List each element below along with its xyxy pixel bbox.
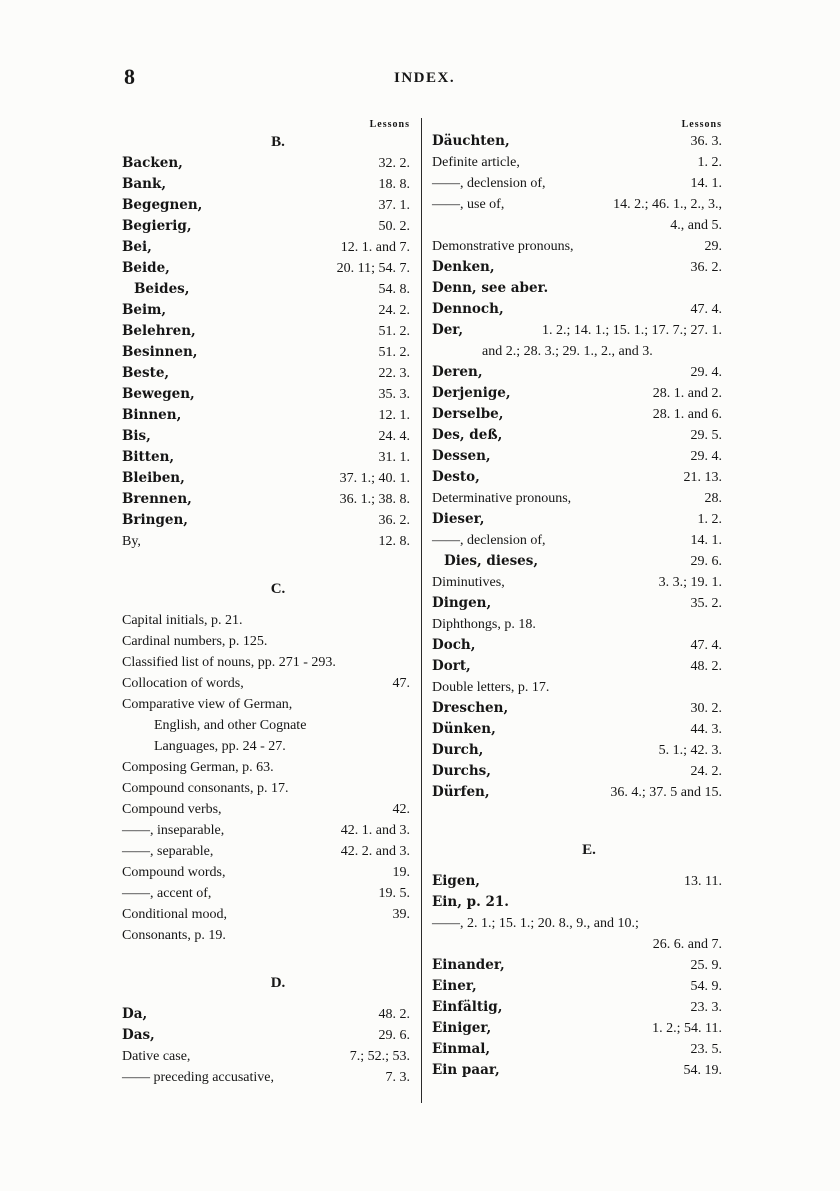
index-entry (122, 489, 410, 510)
lessons-column-label: Lessons (681, 119, 722, 130)
index-term: Cardinal numbers, p. 125. (122, 634, 268, 649)
index-term: Ein paar, (432, 1062, 500, 1078)
lesson-reference: 14. 1. (690, 176, 722, 191)
index-term: Einiger, (432, 1020, 492, 1036)
index-entry (432, 892, 722, 913)
index-entry (122, 610, 410, 631)
lesson-reference: 19. (392, 865, 410, 880)
left-column-entries (122, 131, 410, 1088)
index-entry (122, 1004, 410, 1025)
index-term: Capital initials, p. 21. (122, 613, 243, 628)
index-entry (122, 363, 410, 384)
lesson-reference: 30. 2. (690, 701, 722, 716)
lesson-reference: 39. (392, 907, 410, 922)
index-term: Dative case, (122, 1049, 191, 1064)
index-term: Beste, (122, 365, 170, 381)
index-term: Begierig, (122, 218, 192, 234)
lesson-reference: 1. 2. (697, 512, 722, 527)
index-entry (432, 782, 722, 803)
index-term: Demonstrative pronouns, (432, 239, 574, 254)
lesson-reference: 31. 1. (378, 450, 410, 465)
index-term: Besinnen, (122, 344, 198, 360)
index-entry (432, 341, 722, 362)
index-term: Beim, (122, 302, 167, 318)
lesson-reference: 54. 19. (683, 1063, 722, 1078)
index-term: Denn, see aber. (432, 280, 549, 296)
page-number: 8 (124, 64, 135, 89)
index-entry (432, 1039, 722, 1060)
lesson-reference: 29. 6. (690, 554, 722, 569)
lesson-reference: 23. 3. (690, 1000, 722, 1015)
index-term: Dingen, (432, 595, 492, 611)
lesson-reference: 18. 8. (378, 177, 410, 192)
lesson-reference: 14. 1. (690, 533, 722, 548)
lesson-reference: 48. 2. (378, 1007, 410, 1022)
lesson-reference: 12. 1. and 7. (340, 240, 410, 255)
lesson-reference: 36. 4.; 37. 5 and 15. (610, 785, 722, 800)
lesson-reference: 21. 13. (683, 470, 722, 485)
index-term: English, and other Cognate (154, 718, 307, 733)
index-entry (432, 656, 722, 677)
lessons-column-label: Lessons (369, 119, 410, 130)
lesson-reference: 29. 5. (690, 428, 722, 443)
index-term: and 2.; 28. 3.; 29. 1., 2., and 3. (482, 344, 653, 359)
lesson-reference: 1. 2.; 14. 1.; 15. 1.; 17. 7.; 27. 1. (541, 323, 722, 338)
index-entry (122, 195, 410, 216)
lesson-reference: 26. 6. and 7. (652, 937, 722, 952)
index-entry (432, 934, 722, 955)
index-term: Durch, (432, 742, 484, 758)
index-entry (432, 236, 722, 257)
lesson-reference: 51. 2. (378, 324, 410, 339)
lesson-reference: 36. 1.; 38. 8. (339, 492, 410, 507)
lesson-reference: 23. 5. (690, 1042, 722, 1057)
column-divider (421, 118, 422, 1103)
index-entry (122, 778, 410, 799)
index-term: Compound words, (122, 865, 226, 880)
index-entry (122, 405, 410, 426)
lesson-reference: 37. 1.; 40. 1. (339, 471, 410, 486)
index-entry (432, 593, 722, 614)
index-term: Diminutives, (432, 575, 505, 590)
index-entry (432, 194, 722, 215)
lesson-reference: 37. 1. (378, 198, 410, 213)
index-term: Bringen, (122, 512, 189, 528)
section-letter-heading: D. (270, 975, 286, 991)
index-entry (122, 925, 410, 946)
lesson-reference: 48. 2. (690, 659, 722, 674)
index-term: Bank, (122, 176, 167, 192)
section-letter-heading: E. (582, 842, 596, 858)
index-term: Dünken, (432, 721, 496, 737)
lesson-reference: 12. 1. (378, 408, 410, 423)
index-term: Classified list of nouns, pp. 271 - 293. (122, 655, 336, 670)
lesson-reference: 29. 4. (690, 449, 722, 464)
index-term: Eigen, (432, 873, 480, 889)
index-term: Derselbe, (432, 406, 504, 422)
index-entry (122, 279, 410, 300)
index-term: Definite article, (432, 155, 520, 170)
index-entry (432, 1018, 722, 1039)
section-spacer (122, 994, 410, 1004)
lesson-reference: 44. 3. (690, 722, 722, 737)
lesson-reference: 29. (704, 239, 722, 254)
index-entry (122, 799, 410, 820)
index-entry (122, 237, 410, 258)
left-column (122, 118, 410, 1088)
index-entry (432, 383, 722, 404)
index-entry (432, 488, 722, 509)
index-entry (122, 862, 410, 883)
lesson-reference: 42. 2. and 3. (340, 844, 410, 859)
lesson-reference: 28. 1. and 6. (652, 407, 722, 422)
index-entry (122, 531, 410, 552)
index-entry (122, 820, 410, 841)
index-term: Consonants, p. 19. (122, 928, 226, 943)
index-term: Bitten, (122, 449, 175, 465)
index-entry (432, 425, 722, 446)
index-entry (432, 1060, 722, 1081)
index-term: Der, (432, 322, 464, 338)
index-entry (432, 530, 722, 551)
index-term: Däuchten, (432, 133, 510, 149)
index-entry (122, 216, 410, 237)
index-term: Determinative pronouns, (432, 491, 572, 506)
index-entry (432, 614, 722, 635)
index-entry (432, 404, 722, 425)
lesson-reference: 47. 4. (690, 638, 722, 653)
section-spacer (122, 600, 410, 610)
lesson-reference: 1. 2. (697, 155, 722, 170)
index-entry (432, 278, 722, 299)
index-term: Compound consonants, p. 17. (122, 781, 289, 796)
index-entry (432, 955, 722, 976)
right-column-entries (432, 131, 722, 1081)
index-term: Des, deß, (432, 427, 503, 443)
lesson-reference: 32. 2. (378, 156, 410, 171)
index-entry (122, 883, 410, 904)
lesson-reference: 35. 2. (690, 596, 722, 611)
section-spacer (432, 861, 722, 871)
index-term: Brennen, (122, 491, 192, 507)
index-term: Desto, (432, 469, 480, 485)
index-entry (432, 173, 722, 194)
index-entry (122, 841, 410, 862)
lesson-reference: 35. 3. (378, 387, 410, 402)
lesson-reference: 28. (704, 491, 722, 506)
lesson-reference: 7. 3. (385, 1070, 410, 1085)
index-entry (122, 426, 410, 447)
index-term: Dennoch, (432, 301, 504, 317)
index-term: Bewegen, (122, 386, 195, 402)
index-entry (122, 736, 410, 757)
lesson-reference: 36. 3. (690, 134, 722, 149)
index-term: Durchs, (432, 763, 491, 779)
section-spacer (122, 552, 410, 578)
index-term: Languages, pp. 24 - 27. (154, 739, 286, 754)
index-term: Begegnen, (122, 197, 203, 213)
lesson-reference: 7.; 52.; 53. (349, 1049, 410, 1064)
lesson-reference: 5. 1.; 42. 3. (658, 743, 722, 758)
lesson-reference: 4., and 5. (670, 218, 722, 233)
index-term: Bleiben, (122, 470, 185, 486)
index-term: Dürfen, (432, 784, 490, 800)
index-term: Da, (122, 1006, 148, 1022)
section-letter-heading: C. (270, 581, 286, 597)
lesson-reference: 54. 8. (378, 282, 410, 297)
index-term: Beide, (122, 260, 170, 276)
index-term: Dieser, (432, 511, 485, 527)
index-entry (432, 976, 722, 997)
index-term: ——, 2. 1.; 15. 1.; 20. 8., 9., and 10.; (432, 916, 639, 931)
index-term: ——, accent of, (122, 886, 212, 901)
index-entry (432, 635, 722, 656)
lesson-reference: 24. 2. (690, 764, 722, 779)
index-entry (122, 1025, 410, 1046)
lesson-reference: 50. 2. (378, 219, 410, 234)
index-entry (122, 510, 410, 531)
index-term: Bei, (122, 239, 152, 255)
lesson-reference: 25. 9. (690, 958, 722, 973)
section-spacer (432, 803, 722, 839)
index-entry (122, 757, 410, 778)
section-letter-heading: B. (271, 134, 285, 150)
index-term: Collocation of words, (122, 676, 244, 691)
lesson-reference: 36. 2. (690, 260, 722, 275)
lesson-reference: 42. (392, 802, 410, 817)
index-entry (432, 131, 722, 152)
lesson-reference: 24. 4. (378, 429, 410, 444)
index-term: Conditional mood, (122, 907, 227, 922)
index-entry (122, 342, 410, 363)
index-entry (122, 468, 410, 489)
index-entry (122, 174, 410, 195)
index-entry (432, 997, 722, 1018)
index-entry (432, 152, 722, 173)
index-term: Bis, (122, 428, 151, 444)
lesson-reference: 42. 1. and 3. (340, 823, 410, 838)
lesson-reference: 36. 2. (378, 513, 410, 528)
index-entry (122, 1067, 410, 1088)
index-term: Dies, dieses, (444, 553, 539, 569)
lesson-reference: 12. 8. (378, 534, 410, 549)
index-entry (432, 572, 722, 593)
index-entry (432, 551, 722, 572)
index-entry (432, 215, 722, 236)
index-entry (432, 467, 722, 488)
index-term: ——, use of, (432, 197, 505, 212)
index-entry (122, 258, 410, 279)
index-term: Derjenige, (432, 385, 511, 401)
index-term: Composing German, p. 63. (122, 760, 274, 775)
lesson-reference: 20. 11; 54. 7. (336, 261, 410, 276)
lesson-reference: 51. 2. (378, 345, 410, 360)
index-term: Double letters, p. 17. (432, 680, 550, 695)
index-term: Binnen, (122, 407, 182, 423)
index-entry (432, 320, 722, 341)
lesson-reference: 22. 3. (378, 366, 410, 381)
lesson-reference: 28. 1. and 2. (652, 386, 722, 401)
index-entry (432, 698, 722, 719)
lesson-reference: 1. 2.; 54. 11. (652, 1021, 722, 1036)
index-entry (122, 904, 410, 925)
index-entry (432, 740, 722, 761)
index-term: —— preceding accusative, (122, 1070, 274, 1085)
index-entry (122, 631, 410, 652)
index-term: ——, separable, (122, 844, 214, 859)
index-entry (122, 652, 410, 673)
index-term: Einfältig, (432, 999, 503, 1015)
index-entry (122, 715, 410, 736)
lesson-reference: 3. 3.; 19. 1. (658, 575, 722, 590)
index-term: Ein, p. 21. (432, 894, 509, 910)
index-term: Belehren, (122, 323, 196, 339)
index-term: ——, declension of, (432, 533, 546, 548)
index-entry (122, 153, 410, 174)
index-entry (432, 871, 722, 892)
lesson-reference: 54. 9. (690, 979, 722, 994)
index-term: ——, declension of, (432, 176, 546, 191)
index-term: Das, (122, 1027, 155, 1043)
index-term: Diphthongs, p. 18. (432, 617, 536, 632)
index-term: By, (122, 534, 141, 549)
index-term: Comparative view of German, (122, 697, 293, 712)
index-term: Einander, (432, 957, 505, 973)
index-entry (432, 257, 722, 278)
lesson-reference: 14. 2.; 46. 1., 2., 3., (613, 197, 722, 212)
index-entry (122, 694, 410, 715)
index-term: Denken, (432, 259, 495, 275)
index-term: Dessen, (432, 448, 491, 464)
running-head: INDEX. (394, 70, 456, 86)
index-term: Deren, (432, 364, 483, 380)
index-term: ——, inseparable, (122, 823, 225, 838)
lesson-reference: 24. 2. (378, 303, 410, 318)
index-term: Einer, (432, 978, 477, 994)
lesson-reference: 29. 4. (690, 365, 722, 380)
index-entry (432, 761, 722, 782)
index-entry (432, 362, 722, 383)
lesson-reference: 47. 4. (690, 302, 722, 317)
index-term: Dort, (432, 658, 471, 674)
lesson-reference: 19. 5. (378, 886, 410, 901)
right-column (432, 118, 722, 1081)
index-entry (122, 300, 410, 321)
index-entry (432, 913, 722, 934)
index-term: Compound verbs, (122, 802, 222, 817)
section-spacer (122, 946, 410, 972)
index-term: Beides, (134, 281, 190, 297)
index-entry (432, 677, 722, 698)
index-term: Backen, (122, 155, 183, 171)
lesson-reference: 47. (392, 676, 410, 691)
index-entry (432, 509, 722, 530)
index-term: Doch, (432, 637, 476, 653)
index-entry (122, 384, 410, 405)
index-entry (432, 299, 722, 320)
lesson-reference: 29. 6. (378, 1028, 410, 1043)
index-entry (122, 673, 410, 694)
index-entry (432, 719, 722, 740)
index-term: Dreschen, (432, 700, 509, 716)
index-entry (122, 1046, 410, 1067)
index-entry (122, 321, 410, 342)
lesson-reference: 13. 11. (684, 874, 722, 889)
index-entry (122, 447, 410, 468)
index-entry (432, 446, 722, 467)
index-term: Einmal, (432, 1041, 491, 1057)
